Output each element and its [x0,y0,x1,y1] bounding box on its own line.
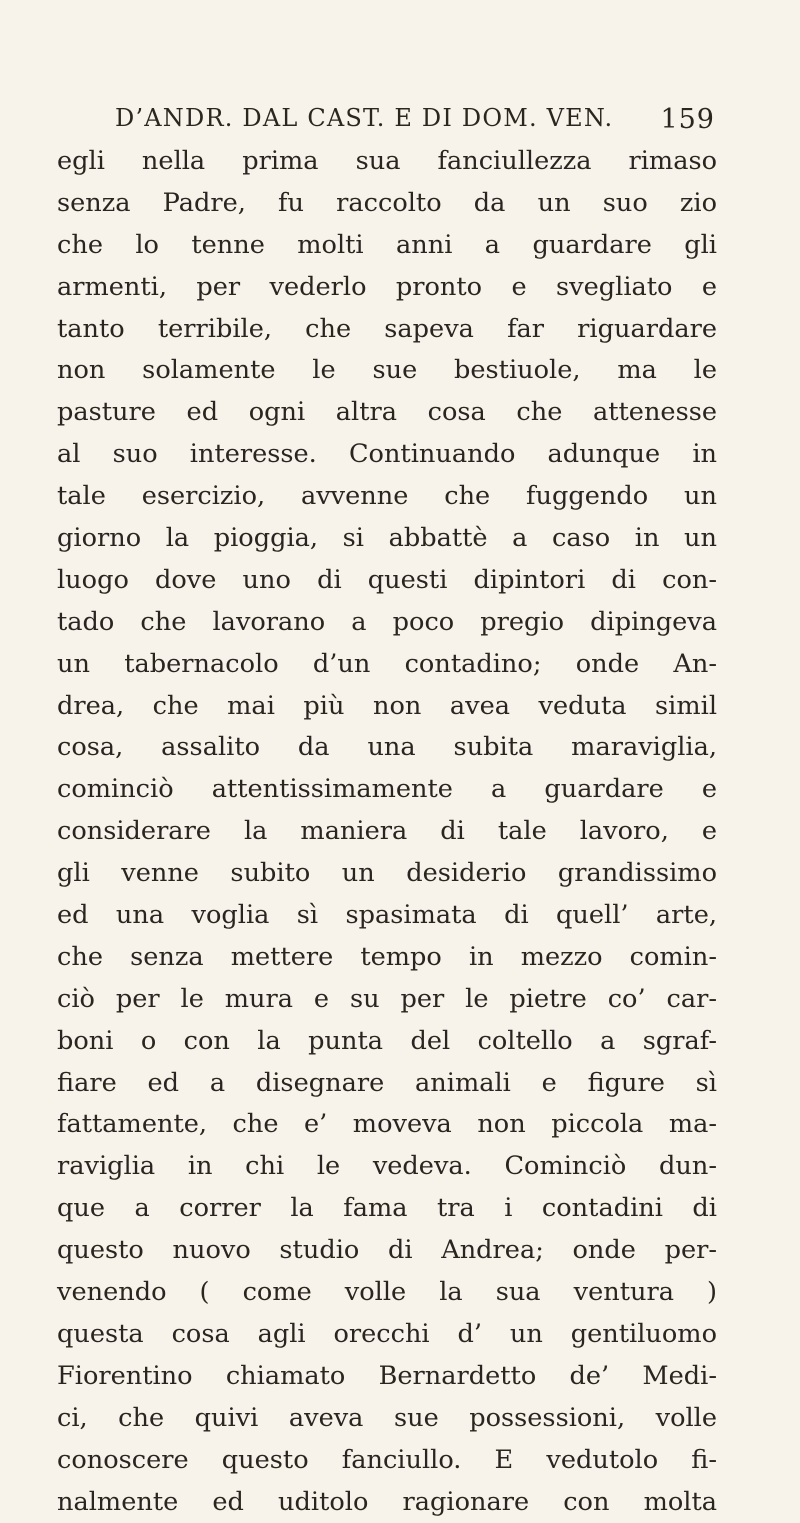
text-line-12: tado che lavorano a poco pregio dipingeva [57,602,717,644]
text-line-10: giorno la pioggia, si abbattè a caso in un [57,518,717,560]
text-line-23: fiare ed a disegnare animali e figure sì [57,1063,717,1105]
text-line-15: cosa, assalito da una subita maraviglia, [57,727,717,769]
text-line-9: tale esercizio, avvenne che fuggendo un [57,476,717,518]
text-line-33: nalmente ed uditolo ragionare con molta [57,1482,717,1523]
text-line-1: egli nella prima sua fanciullezza rimaso [57,141,717,183]
text-line-17: considerare la maniera di tale lavoro, e [57,811,717,853]
text-line-22: boni o con la punta del coltello a sgraf- [57,1021,717,1063]
text-line-28: venendo ( come volle la sua ventura ) [57,1272,717,1314]
page-number: 159 [660,104,715,135]
text-line-20: che senza mettere tempo in mezzo comin- [57,937,717,979]
text-line-18: gli venne subito un desiderio grandissimo [57,853,717,895]
text-line-29: questa cosa agli orecchi d’ un gentiluomo [57,1314,717,1356]
text-line-21: ciò per le mura e su per le pietre co’ car- [57,979,717,1021]
text-line-24: fattamente, che e’ moveva non piccola ma- [57,1104,717,1146]
text-line-6: non solamente le sue bestiuole, ma le [57,350,717,392]
running-title: D’ANDR. DAL CAST. E DI DOM. VEN. [115,104,613,132]
text-line-14: drea, che mai più non avea veduta simil [57,686,717,728]
running-head [115,100,715,144]
text-line-4: armenti, per vederlo pronto e svegliato e [57,267,717,309]
text-line-2: senza Padre, fu raccolto da un suo zio [57,183,717,225]
text-line-8: al suo interesse. Continuando adunque in [57,434,717,476]
text-line-19: ed una voglia sì spasimata di quell’ arte, [57,895,717,937]
text-line-27: questo nuovo studio di Andrea; onde per- [57,1230,717,1272]
text-line-26: que a correr la fama tra i contadini di [57,1188,717,1230]
text-line-5: tanto terribile, che sapeva far riguardare [57,309,717,351]
text-line-16: cominciò attentissimamente a guardare e [57,769,717,811]
text-line-7: pasture ed ogni altra cosa che attenesse [57,392,717,434]
text-line-11: luogo dove uno di questi dipintori di con- [57,560,717,602]
text-line-30: Fiorentino chiamato Bernardetto de’ Medi- [57,1356,717,1398]
text-line-25: raviglia in chi le vedeva. Cominciò dun- [57,1146,717,1188]
text-line-32: conoscere questo fanciullo. E vedutolo fi- [57,1440,717,1482]
text-line-31: ci, che quivi aveva sue possessioni, volle [57,1398,717,1440]
text-line-13: un tabernacolo d’un contadino; onde An- [57,644,717,686]
body-text [57,141,717,1523]
text-line-3: che lo tenne molti anni a guardare gli [57,225,717,267]
